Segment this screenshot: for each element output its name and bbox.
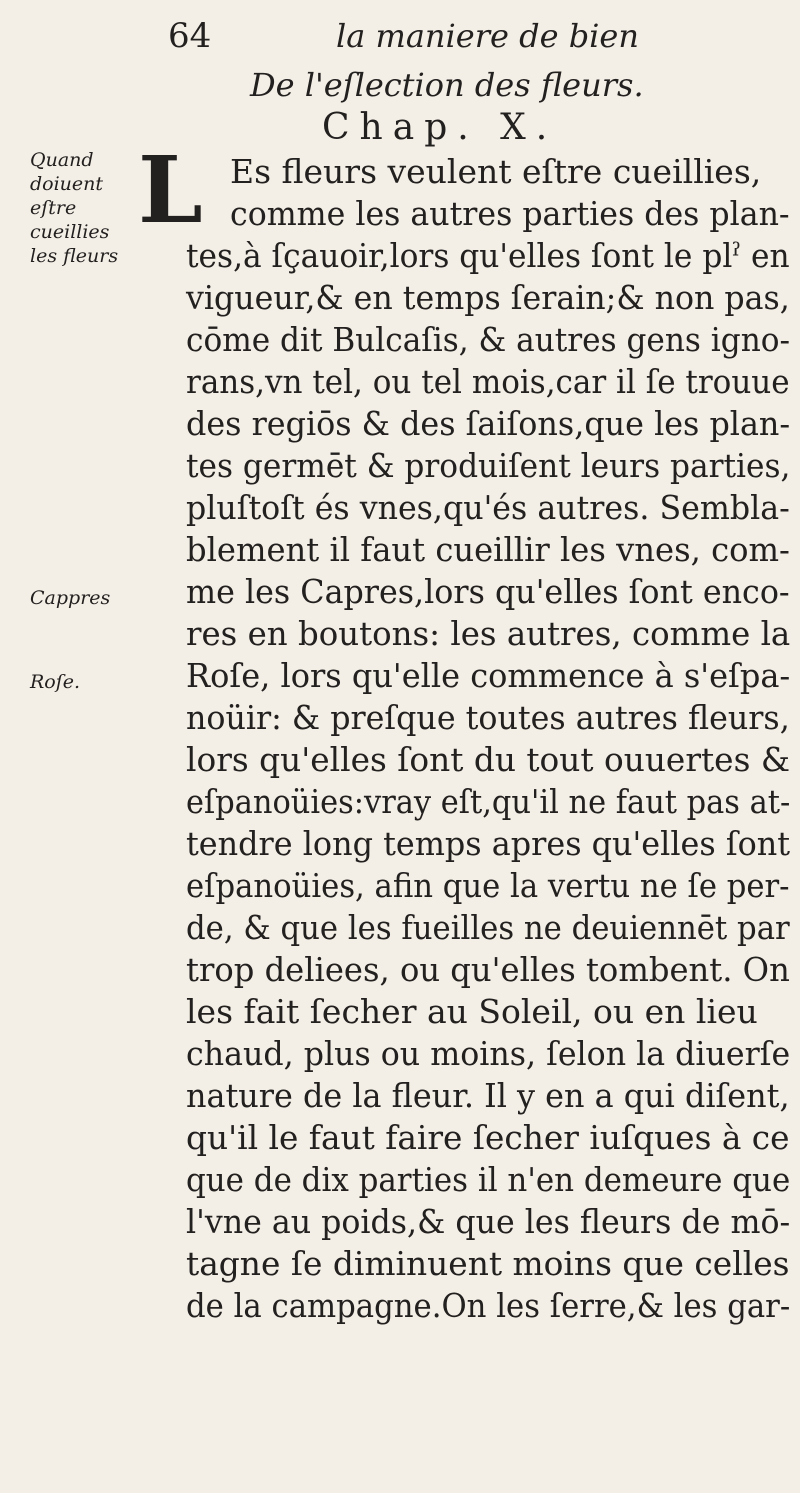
text-line: noüir: & preſque toutes autres fleurs, [186, 698, 790, 737]
text-line: de, & que les fueilles ne deuiennēt par [186, 908, 790, 947]
text-line: cōme dit Bulcaſis, & autres gens igno- [186, 320, 791, 359]
chapter-title: De l'eſlection des fleurs. [250, 66, 644, 104]
text-line: chaud, plus ou moins, ſelon la diuerſe [186, 1034, 791, 1073]
text-line: tes germēt & produiſent leurs parties, [186, 446, 791, 485]
text-line: blement il faut cueillir les vnes, com- [186, 530, 790, 569]
running-head: la maniere de bien [336, 17, 639, 55]
text-line: vigueur,& en temps ſerain;& non pas, [186, 278, 790, 317]
sidenote-rose [30, 670, 80, 694]
text-line: lors qu'elles ſont du tout ouuertes & [186, 740, 791, 779]
sidenote-line: Cappres [30, 587, 111, 609]
text-line: eſpanoüies:vray eſt,qu'il ne faut pas at- [186, 782, 791, 821]
text-line: eſpanoüies, afin que la vertu ne ſe per- [186, 866, 790, 905]
text-line: nature de la fleur. Il y en a qui diſent, [186, 1076, 790, 1115]
sidenote-cappres [30, 586, 110, 610]
page-header [0, 16, 800, 56]
sidenote-line: cueillies [30, 221, 110, 243]
text-line: tendre long temps apres qu'elles ſont [186, 824, 791, 863]
text-line: comme les autres parties des plan- [230, 194, 790, 233]
text-line: trop deliees, ou qu'elles tombent. On [186, 950, 790, 989]
text-line: tes,à ſçauoir,lors qu'elles ſont le plˀ en [186, 236, 790, 275]
text-line: les fait ſecher au Soleil, ou en lieu [186, 992, 758, 1031]
text-line: que de dix parties il n'en demeure que [186, 1160, 791, 1199]
page-number: 64 [168, 16, 212, 56]
text-line: rans,vn tel, ou tel mois,car il ſe trouue [186, 362, 790, 401]
text-line: des regiōs & des ſaiſons,que les plan- [186, 404, 791, 443]
sidenote-line: Roſe. [30, 671, 81, 693]
text-line: me les Capres,lors qu'elles ſont enco- [186, 572, 790, 611]
drop-cap: L [138, 136, 203, 244]
chapter-number: Chap. X. [322, 107, 558, 148]
sidenote-quand-doiuent [30, 148, 118, 268]
text-line: de la campagne.On les ſerre,& les gar- [186, 1286, 791, 1325]
text-line: Roſe, lors qu'elle commence à s'eſpa- [186, 656, 791, 695]
text-line: qu'il le faut faire ſecher iuſques à ce [186, 1118, 790, 1157]
text-line: pluſtoſt és vnes,qu'és autres. Sembla- [186, 488, 790, 527]
sidenote-line: les fleurs [30, 245, 119, 267]
text-line: l'vne au poids,& que les fleurs de mō- [186, 1202, 791, 1241]
text-line: Es fleurs veulent eſtre cueillies, [230, 152, 762, 191]
text-line: res en boutons: les autres, comme la [186, 614, 791, 653]
text-line: tagne ſe diminuent moins que celles [186, 1244, 790, 1283]
sidenote-line: doiuent [30, 173, 104, 195]
sidenote-line: eſtre [30, 197, 77, 219]
sidenote-line: Quand [30, 149, 94, 171]
